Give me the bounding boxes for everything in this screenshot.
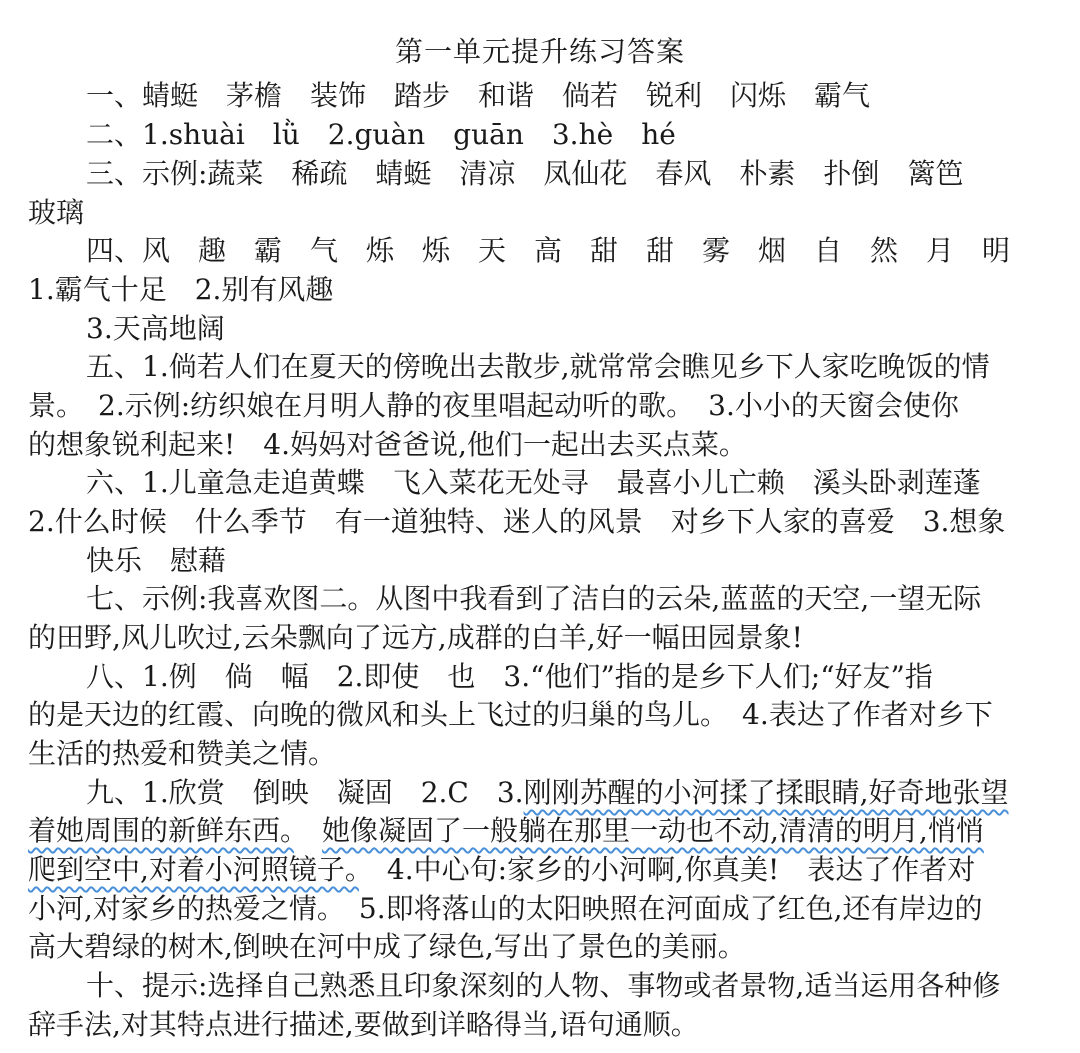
answer-line-2: 二、1.shuài lǜ 2.guàn guān 3.hè hé <box>86 118 676 151</box>
highlighted-sentence: 她像凝固了一般躺在那里一动也不动,清清的明月,悄悄 <box>322 814 984 847</box>
answer-line-17: 的是天边的红霞、向晚的微风和头上飞过的归巢的鸟儿。 4.表达了作者对乡下 <box>28 698 993 731</box>
page-title: 第一单元提升练习答案 <box>394 35 685 68</box>
answer-line-12: 2.什么时候 什么季节 有一道独特、迷人的风景 对乡下人家的喜爱 3.想象 <box>28 505 1006 538</box>
answer-line-19-plain: 九、1.欣赏 倒映 凝固 2.C 3. <box>86 776 524 809</box>
answer-line-8: 五、1.倘若人们在夏天的傍晚出去散步,就常常会瞧见乡下人家吃晚饭的情 <box>86 350 990 383</box>
answer-line-18: 生活的热爱和赞美之情。 <box>28 737 337 770</box>
answer-line-21 <box>28 852 975 888</box>
answer-line-21-plain: 4.中心句:家乡的小河啊,你真美! 表达了作者对 <box>358 853 976 886</box>
answer-line-24: 十、提示:选择自己熟悉且印象深刻的人物、事物或者景物,适当运用各种修 <box>86 969 1001 1002</box>
answer-line-16: 八、1.例 倘 幅 2.即使 也 3.“他们”指的是乡下人们;“好友”指 <box>86 660 933 693</box>
highlighted-sentence: 着她周围的新鲜东西。 <box>28 814 295 847</box>
answer-line-14: 七、示例:我喜欢图二。从图中我看到了洁白的云朵,蓝蓝的天空,一望无际 <box>86 582 982 615</box>
answer-line-4: 玻璃 <box>28 196 85 229</box>
answer-line-25: 辞手法,对其特点进行描述,要做到详略得当,语句通顺。 <box>28 1008 699 1041</box>
answer-line-3: 三、示例:蔬菜 稀疏 蜻蜓 清凉 凤仙花 春风 朴素 扑倒 篱笆 <box>86 157 964 190</box>
answer-line-22: 小河,对家乡的热爱之情。 5.即将落山的太阳映照在河面成了红色,还有岸边的 <box>28 892 983 925</box>
answer-line-6: 1.霸气十足 2.别有风趣 <box>28 273 334 306</box>
answer-line-7: 3.天高地阔 <box>86 312 225 345</box>
answer-line-9: 景。 2.示例:纺织娘在月明人静的夜里唱起动听的歌。 3.小小的天窗会使你 <box>28 389 959 422</box>
answer-line-23: 高大碧绿的树木,倒映在河中成了绿色,写出了景色的美丽。 <box>28 930 746 963</box>
highlighted-sentence: 刚刚苏醒的小河揉了揉眼睛,好奇地张望 <box>523 776 1009 809</box>
highlighted-sentence: 爬到空中,对着小河照镜子。 <box>28 853 359 886</box>
answer-line-20 <box>28 813 984 849</box>
answer-line-5: 四、风 趣 霸 气 烁 烁 天 高 甜 甜 雾 烟 自 然 月 明 <box>86 234 1011 267</box>
answer-line-1: 一、蜻蜓 茅檐 装饰 踏步 和谐 倘若 锐利 闪烁 霸气 <box>86 79 871 112</box>
answer-line-11: 六、1.儿童急走追黄蝶 飞入菜花无处寻 最喜小儿亡赖 溪头卧剥莲蓬 <box>86 466 981 499</box>
answer-line-20-gap <box>294 814 322 847</box>
answer-line-19 <box>86 775 1008 811</box>
answer-line-10: 的想象锐利起来! 4.妈妈对爸爸说,他们一起出去买点菜。 <box>28 428 747 461</box>
answer-line-13: 快乐 慰藉 <box>86 544 227 577</box>
answer-line-15: 的田野,风儿吹过,云朵飘向了远方,成群的白羊,好一幅田园景象! <box>28 621 803 654</box>
